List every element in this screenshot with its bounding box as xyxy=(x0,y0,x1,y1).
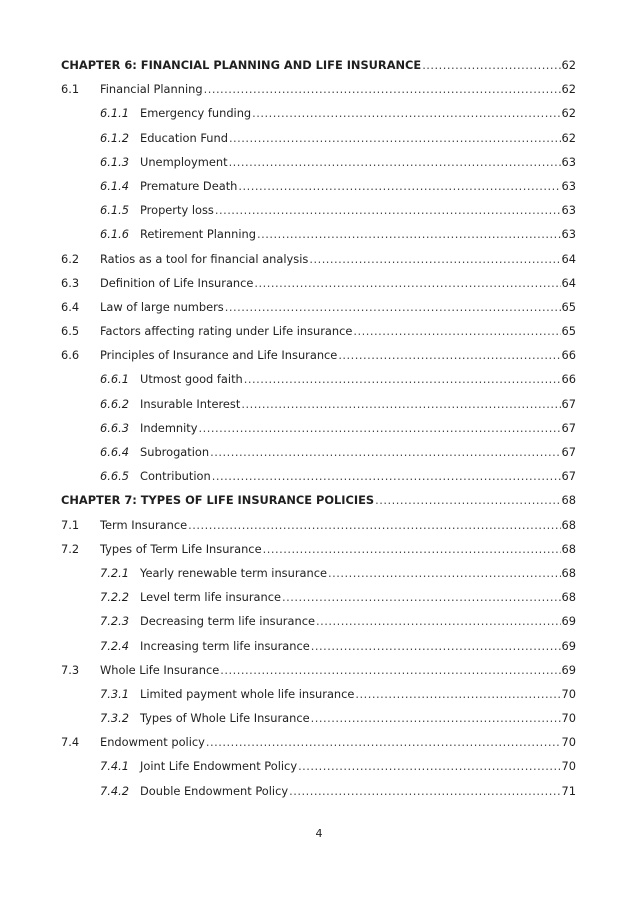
toc-entry[interactable] xyxy=(61,127,576,151)
toc-entry-title: Yearly renewable term insurance xyxy=(140,565,327,580)
toc-entry-page: 63 xyxy=(561,227,576,242)
toc-entry[interactable] xyxy=(61,393,576,417)
toc-entry-number: 6.6.4 xyxy=(100,445,129,459)
toc-entry-number: 6.6.3 xyxy=(100,420,129,435)
toc-entry-number: 6.4 xyxy=(61,299,80,314)
toc-leader-dots xyxy=(225,298,561,316)
toc-entry-page: 64 xyxy=(561,275,576,290)
toc-entry-number: 7.3 xyxy=(61,662,80,677)
toc-leader-dots xyxy=(298,757,560,775)
toc-chapter-entry[interactable] xyxy=(61,489,576,513)
toc-entry-page: 62 xyxy=(561,130,576,145)
toc-entry-number: 7.2.2 xyxy=(100,590,129,605)
toc-entry-number: 7.2.3 xyxy=(100,614,129,629)
toc-leader-dots xyxy=(199,419,561,437)
toc-entry-page: 68 xyxy=(561,541,576,556)
toc-leader-dots xyxy=(229,153,561,171)
toc-entry-title: Emergency funding xyxy=(140,106,252,121)
toc-entry-title: Education Fund xyxy=(140,130,228,145)
toc-entry-title: CHAPTER 6: FINANCIAL PLANNING AND LIFE INSURANCE xyxy=(61,58,422,72)
toc-entry-number: 6.6 xyxy=(61,348,80,363)
toc-entry-number: 7.1 xyxy=(61,517,80,532)
toc-entry-page: 63 xyxy=(561,154,576,169)
toc-entry-title: Definition of Life Insurance xyxy=(100,275,254,290)
toc-entry-title: Principles of Insurance and Life Insurance xyxy=(100,348,338,363)
toc-entry[interactable] xyxy=(61,417,576,441)
toc-entry-page: 62 xyxy=(561,106,576,121)
toc-leader-dots xyxy=(238,177,560,195)
toc-leader-dots xyxy=(328,564,561,582)
toc-leader-dots xyxy=(355,685,560,703)
toc-entry-title: Types of Term Life Insurance xyxy=(100,541,262,556)
toc-entry[interactable] xyxy=(61,586,576,610)
toc-entry[interactable] xyxy=(61,659,576,683)
toc-entry-number: 6.6.5 xyxy=(100,469,129,484)
toc-entry-page: 70 xyxy=(561,735,576,750)
toc-leader-dots xyxy=(263,540,561,558)
toc-entry-page: 67 xyxy=(561,445,576,459)
toc-entry[interactable] xyxy=(61,514,576,538)
toc-entry-number: 6.1.1 xyxy=(100,106,129,121)
toc-entry-page: 66 xyxy=(561,348,576,363)
toc-entry-page: 67 xyxy=(561,396,576,411)
toc-entry-page: 70 xyxy=(561,711,576,726)
toc-entry-title: Retirement Planning xyxy=(140,227,256,242)
toc-entry-number: 7.2.1 xyxy=(100,565,129,580)
toc-entry-page: 68 xyxy=(561,565,576,580)
toc-entry-page: 63 xyxy=(561,203,576,218)
toc-entry-title: Factors affecting rating under Life insurance xyxy=(100,324,353,339)
toc-entry-number: 6.6.1 xyxy=(100,372,129,387)
toc-leader-dots xyxy=(204,80,561,98)
toc-entry-page: 67 xyxy=(561,420,576,435)
toc-leader-dots xyxy=(215,201,561,219)
toc-entry-title: Subrogation xyxy=(140,445,210,459)
toc-entry-title: Property loss xyxy=(140,203,214,218)
toc-entry[interactable] xyxy=(61,175,576,199)
toc-entry-title: Ratios as a tool for financial analysis xyxy=(100,251,309,266)
toc-entry[interactable] xyxy=(61,199,576,223)
toc-leader-dots xyxy=(309,250,560,268)
toc-entry[interactable] xyxy=(61,272,576,296)
toc-entry-page: 65 xyxy=(561,324,576,339)
toc-entry[interactable] xyxy=(61,755,576,779)
toc-entry-title: Law of large numbers xyxy=(100,299,224,314)
toc-chapter-entry[interactable] xyxy=(61,54,576,78)
toc-entry[interactable] xyxy=(61,538,576,562)
toc-leader-dots xyxy=(311,709,561,727)
toc-entry-title: Limited payment whole life insurance xyxy=(140,686,355,701)
toc-entry-number: 7.4 xyxy=(61,735,80,750)
toc-entry-title: Premature Death xyxy=(140,178,238,193)
toc-entry-title: Term Insurance xyxy=(100,517,188,532)
toc-entry-number: 6.1 xyxy=(61,82,80,97)
toc-entry-title: Insurable Interest xyxy=(140,396,241,411)
toc-entry-page: 66 xyxy=(561,372,576,387)
toc-entry-number: 7.2 xyxy=(61,541,80,556)
toc-entry-title: Utmost good faith xyxy=(140,372,243,387)
toc-entry-title: Double Endowment Policy xyxy=(140,783,289,798)
toc-entry-page: 69 xyxy=(561,662,576,677)
toc-leader-dots xyxy=(289,782,560,800)
toc-entry[interactable] xyxy=(61,707,576,731)
toc-leader-dots xyxy=(422,56,560,74)
toc-entry-page: 63 xyxy=(561,178,576,193)
toc-entry-title: Increasing term life insurance xyxy=(140,638,310,653)
toc-leader-dots xyxy=(212,467,561,485)
toc-entry[interactable] xyxy=(61,78,576,102)
toc-entry-page: 67 xyxy=(561,469,576,484)
toc-leader-dots xyxy=(353,322,560,340)
toc-entry-page: 69 xyxy=(561,614,576,629)
toc-entry-number: 6.1.5 xyxy=(100,203,129,218)
toc-entry-title: Whole Life Insurance xyxy=(100,662,220,677)
toc-entry[interactable] xyxy=(61,635,576,659)
page-number: 4 xyxy=(315,827,323,840)
toc-entry-page: 69 xyxy=(561,638,576,653)
toc-entry[interactable] xyxy=(61,320,576,344)
toc-entry[interactable] xyxy=(61,562,576,586)
toc-entry-number: 6.1.6 xyxy=(100,227,129,242)
toc-leader-dots xyxy=(316,612,561,630)
toc-leader-dots xyxy=(220,661,560,679)
toc-entry-number: 6.5 xyxy=(61,324,80,339)
toc-entry-title: Endowment policy xyxy=(100,735,205,750)
toc-entry-title: Decreasing term life insurance xyxy=(140,614,315,629)
toc-leader-dots xyxy=(338,346,560,364)
toc-entry-number: 6.1.2 xyxy=(100,130,129,145)
toc-entry[interactable] xyxy=(61,151,576,175)
toc-entry-number: 6.6.2 xyxy=(100,396,129,411)
toc-entry-page: 62 xyxy=(561,58,576,72)
toc-leader-dots xyxy=(206,733,561,751)
toc-entry-title: Level term life insurance xyxy=(140,590,282,605)
toc-entry-number: 7.4.2 xyxy=(100,783,129,798)
toc-entry-title: Financial Planning xyxy=(100,82,203,97)
toc-entry[interactable] xyxy=(61,296,576,320)
toc-entry-number: 7.3.2 xyxy=(100,711,129,726)
toc-entry[interactable] xyxy=(61,368,576,392)
toc-entry-page: 62 xyxy=(561,82,576,97)
toc-entry-page: 68 xyxy=(561,590,576,605)
toc-leader-dots xyxy=(229,129,561,147)
toc-leader-dots xyxy=(188,516,560,534)
toc-entry-title: Contribution xyxy=(140,469,211,484)
toc-leader-dots xyxy=(257,225,561,243)
toc-entry[interactable] xyxy=(61,610,576,634)
toc-entry-page: 68 xyxy=(561,493,576,508)
toc-entry-title: Unemployment xyxy=(140,154,228,169)
toc-entry-title: CHAPTER 7: TYPES OF LIFE INSURANCE POLICIES xyxy=(61,493,375,508)
toc-entry-title: Types of Whole Life Insurance xyxy=(140,711,310,726)
toc-entry-number: 6.2 xyxy=(61,251,80,266)
toc-entry[interactable] xyxy=(61,731,576,755)
toc-entry[interactable] xyxy=(61,102,576,126)
toc-entry-page: 68 xyxy=(561,517,576,532)
toc-entry-page: 64 xyxy=(561,251,576,266)
toc-entry-number: 6.1.3 xyxy=(100,154,129,169)
toc-leader-dots xyxy=(311,637,561,655)
toc-entry[interactable] xyxy=(61,441,576,465)
toc-leader-dots xyxy=(244,370,561,388)
toc-leader-dots xyxy=(252,104,560,122)
toc-entry-page: 70 xyxy=(561,759,576,774)
toc-entry-number: 6.1.4 xyxy=(100,178,129,193)
toc-entry-number: 7.3.1 xyxy=(100,686,129,701)
toc-leader-dots xyxy=(282,588,560,606)
toc-entry-page: 71 xyxy=(561,783,576,798)
toc-leader-dots xyxy=(210,443,560,461)
toc-entry-page: 70 xyxy=(561,686,576,701)
toc-entry[interactable] xyxy=(61,780,576,804)
toc-entry-title: Indemnity xyxy=(140,420,198,435)
toc-entry[interactable] xyxy=(61,248,576,272)
toc-entry-title: Joint Life Endowment Policy xyxy=(140,759,298,774)
toc-entry-number: 7.2.4 xyxy=(100,638,129,653)
toc-entry[interactable] xyxy=(61,465,576,489)
toc-entry[interactable] xyxy=(61,223,576,247)
toc-entry-page: 65 xyxy=(561,299,576,314)
toc-leader-dots xyxy=(254,274,560,292)
toc-entry-number: 7.4.1 xyxy=(100,759,129,774)
toc-entry[interactable] xyxy=(61,344,576,368)
toc-entry[interactable] xyxy=(61,683,576,707)
table-of-contents xyxy=(61,54,576,804)
toc-leader-dots xyxy=(375,491,560,509)
toc-entry-number: 6.3 xyxy=(61,275,80,290)
toc-leader-dots xyxy=(241,395,560,413)
